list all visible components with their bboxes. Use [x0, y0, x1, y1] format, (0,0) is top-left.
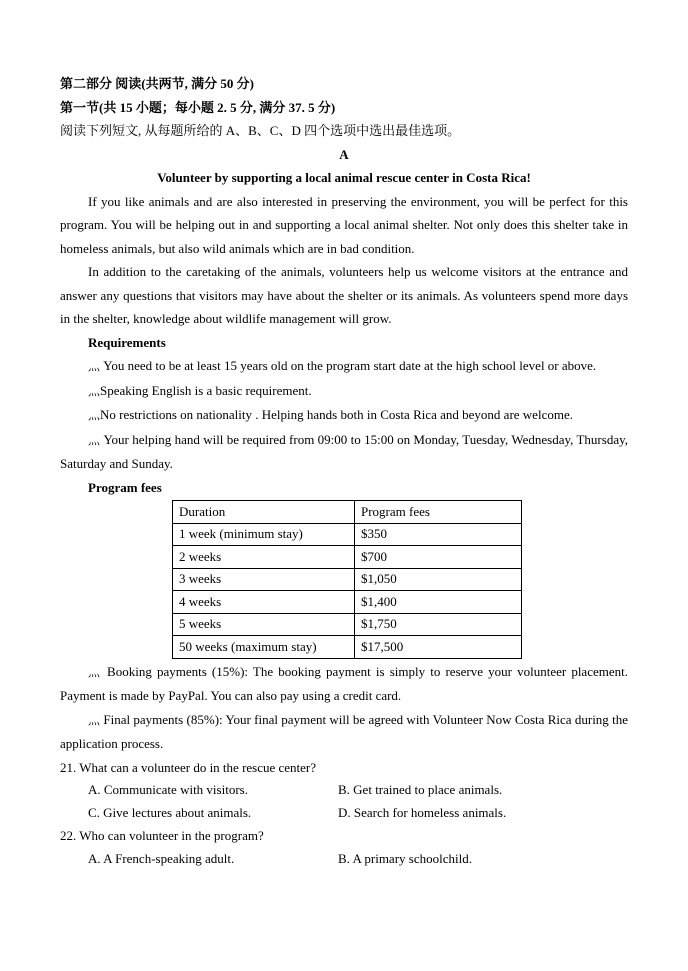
question-options	[60, 802, 628, 825]
subsection-title: 第一节(共 15 小题；每小题 2. 5 分, 满分 37. 5 分)	[60, 99, 336, 115]
option: A. Communicate with visitors.	[88, 782, 248, 797]
passage-title: Volunteer by supporting a local animal rescue center in Costa Rica!	[157, 170, 531, 185]
table-cell: $350	[355, 523, 522, 546]
bullet-icon: 灬	[88, 408, 101, 422]
requirement-item: 灬No restrictions on nationality . Helping hands both in Costa Rica and beyond are welcome.	[88, 407, 573, 422]
question-stem: 22. Who can volunteer in the program?	[60, 828, 264, 843]
passage-letter: A	[339, 146, 349, 162]
fees-heading: Program fees	[88, 479, 162, 495]
option: B. Get trained to place animals.	[338, 782, 503, 797]
bullet-icon: 灬	[88, 359, 101, 373]
payment-item: 灬 Booking payments (15%): The booking payment is simply to reserve your volunteer placement. Payment is made by PayPal. You can also pay using a credit card.	[60, 663, 628, 703]
table-cell: 1 week (minimum stay)	[173, 523, 355, 546]
bullet-icon: 灬	[88, 383, 101, 398]
document-page	[60, 72, 628, 870]
question-options	[60, 779, 628, 802]
requirement-item: 灬 Your helping hand will be required from 09:00 to 15:00 on Monday, Tuesday, Wednesday, Thursday, Saturday and Sunday.	[60, 431, 628, 471]
table-cell: 4 weeks	[173, 591, 355, 614]
table-cell: $700	[355, 546, 522, 569]
table-row	[173, 613, 522, 636]
table-row	[173, 591, 522, 614]
requirement-item: 灬 You need to be at least 15 years old on the program start date at the high school level or above.	[88, 358, 597, 373]
bullet-icon: 灬	[88, 712, 101, 727]
option: B. A primary schoolchild.	[338, 850, 472, 866]
option: D. Search for homeless animals.	[338, 804, 507, 820]
table-header-cell: Program fees	[355, 501, 522, 524]
fees-table	[172, 500, 522, 659]
bullet-icon: 灬	[88, 664, 102, 679]
table-cell: 50 weeks (maximum stay)	[173, 636, 355, 659]
option: A. A French-speaking adult.	[88, 850, 235, 866]
table-cell: $1,400	[355, 591, 522, 614]
table-cell: 3 weeks	[173, 568, 355, 591]
table-cell: 2 weeks	[173, 546, 355, 569]
question-options	[60, 848, 628, 871]
question-stem: 21. What can a volunteer do in the rescue center?	[60, 759, 317, 775]
table-header-cell: Duration	[173, 501, 355, 524]
section-title: 第二部分 阅读(共两节, 满分 50 分)	[60, 76, 254, 91]
table-cell: $17,500	[355, 636, 522, 659]
paragraph-2: In addition to the caretaking of the animals, volunteers help us welcome visitors at the entrance and answer any questions that visitors may have about the shelter or its animals. As volunteers spend more days in the shelter, knowledge about wildlife management will grow.	[60, 264, 628, 326]
option: C. Give lectures about animals.	[88, 804, 252, 820]
table-cell: 5 weeks	[173, 613, 355, 636]
table-row	[173, 523, 522, 546]
table-row	[173, 636, 522, 659]
table-row	[173, 568, 522, 591]
requirements-heading: Requirements	[88, 334, 166, 350]
bullet-icon: 灬	[88, 432, 101, 447]
paragraph-1: If you like animals and are also interested in preserving the environment, you will be perfect for this program. You will be helping out in and supporting a local animal shelter. Not only does this shelter take in homeless animals, but also wild animals which are in bad condition.	[60, 193, 628, 256]
instructions: 阅读下列短文, 从每题所给的 A、B、C、D 四个选项中选出最佳选项。	[60, 123, 461, 138]
requirement-item: 灬Speaking English is a basic requirement.	[88, 382, 312, 398]
table-header-row	[173, 501, 522, 524]
table-cell: $1,750	[355, 613, 522, 636]
payment-item: 灬 Final payments (85%): Your final payment will be agreed with Volunteer Now Costa Rica during the application process.	[60, 711, 628, 751]
table-cell: $1,050	[355, 568, 522, 591]
table-row	[173, 546, 522, 569]
